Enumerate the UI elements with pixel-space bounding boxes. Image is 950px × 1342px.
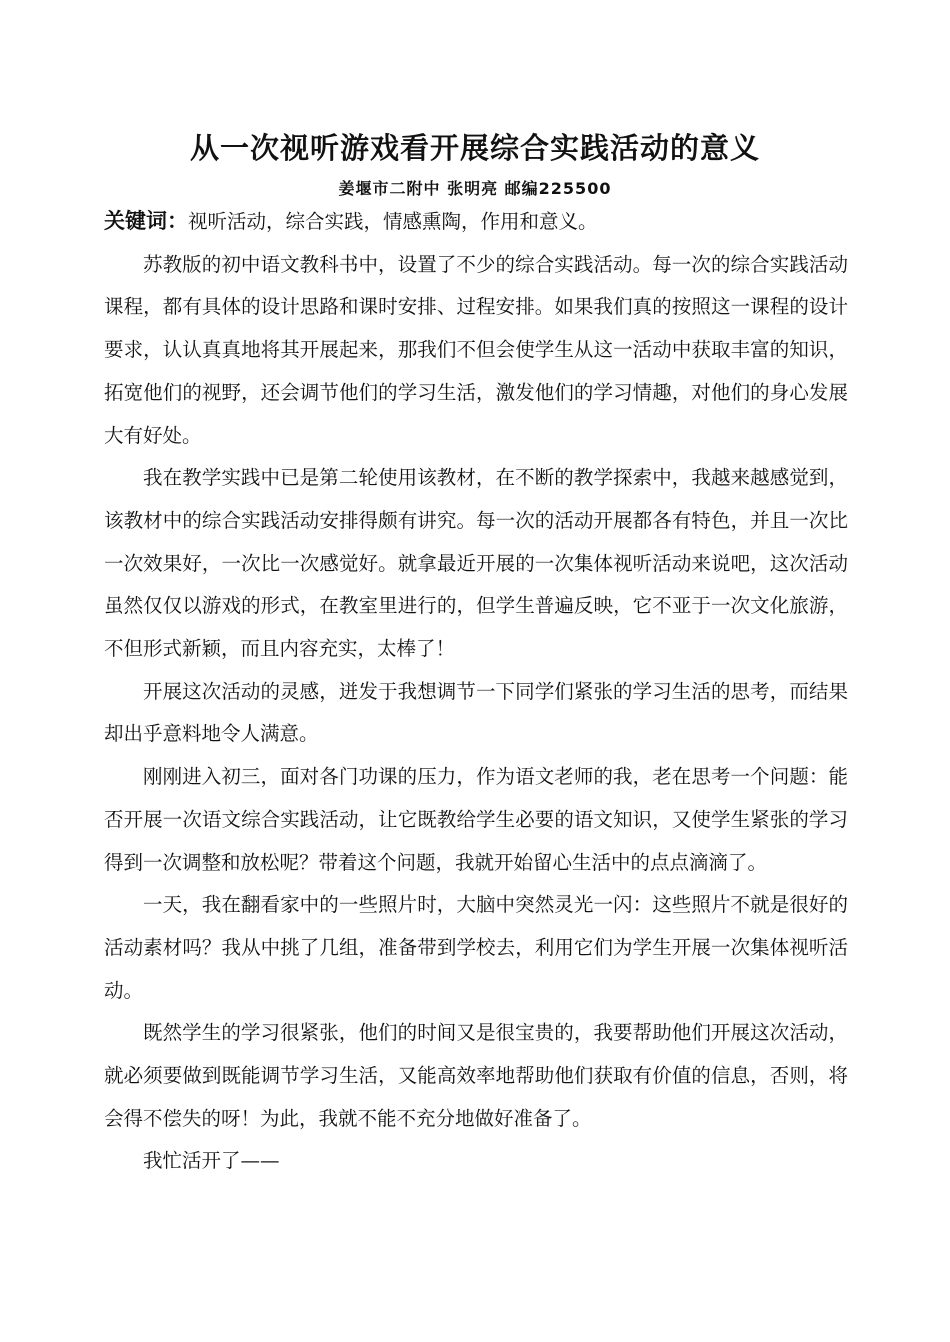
keywords-text: 视听活动，综合实践，情感熏陶，作用和意义。 (188, 210, 598, 233)
document-body (104, 200, 848, 1183)
author-line: 姜堰市二附中 张明亮 邮编225500 (338, 179, 612, 198)
paragraph-1: 苏教版的初中语文教科书中，设置了不少的综合实践活动。每一次的综合实践活动课程，都有具体的设计思路和课时安排、过程安排。如果我们真的按照这一课程的设计要求，认认真真地将其开展起来，那我们不但会使学生从这一活动中获取丰富的知识，拓宽他们的视野，还会调节他们的学习生活，激发他们的学习情趣，对他们的身心发展大有好处。 (104, 252, 848, 447)
document-title: 从一次视听游戏看开展综合实践活动的意义 (189, 131, 760, 165)
paragraph-4: 刚刚进入初三，面对各门功课的压力，作为语文老师的我，老在思考一个问题：能否开展一次语文综合实践活动，让它既教给学生必要的语文知识，又使学生紧张的学习得到一次调整和放松呢？带着这个问题，我就开始留心生活中的点点滴滴了。 (104, 765, 848, 874)
paragraph-6: 既然学生的学习很紧张，他们的时间又是很宝贵的，我要帮助他们开展这次活动，就必须要做到既能调节学习生活，又能高效率地帮助他们获取有价值的信息，否则，将会得不偿失的呀！为此，我就不能不充分地做好准备了。 (104, 1021, 848, 1130)
paragraph-5: 一天，我在翻看家中的一些照片时，大脑中突然灵光一闪：这些照片不就是很好的活动素材吗？我从中挑了几组，准备带到学校去，利用它们为学生开展一次集体视听活动。 (104, 893, 848, 1002)
paragraph-7: 我忙活开了—— (143, 1149, 280, 1173)
keywords-label: 关键词： (104, 209, 188, 233)
keywords-line (104, 200, 848, 244)
paragraph-2: 我在教学实践中已是第二轮使用该教材，在不断的教学探索中，我越来越感觉到，该教材中的综合实践活动安排得颇有讲究。每一次的活动开展都各有特色，并且一次比一次效果好，一次比一次感觉好。就拿最近开展的一次集体视听活动来说吧，这次活动虽然仅仅以游戏的形式，在教室里进行的，但学生普遍反映，它不亚于一次文化旅游，不但形式新颖，而且内容充实，太棒了！ (104, 466, 848, 661)
paragraph-3: 开展这次活动的灵感，迸发于我想调节一下同学们紧张的学习生活的思考，而结果却出乎意料地令人满意。 (104, 679, 848, 746)
